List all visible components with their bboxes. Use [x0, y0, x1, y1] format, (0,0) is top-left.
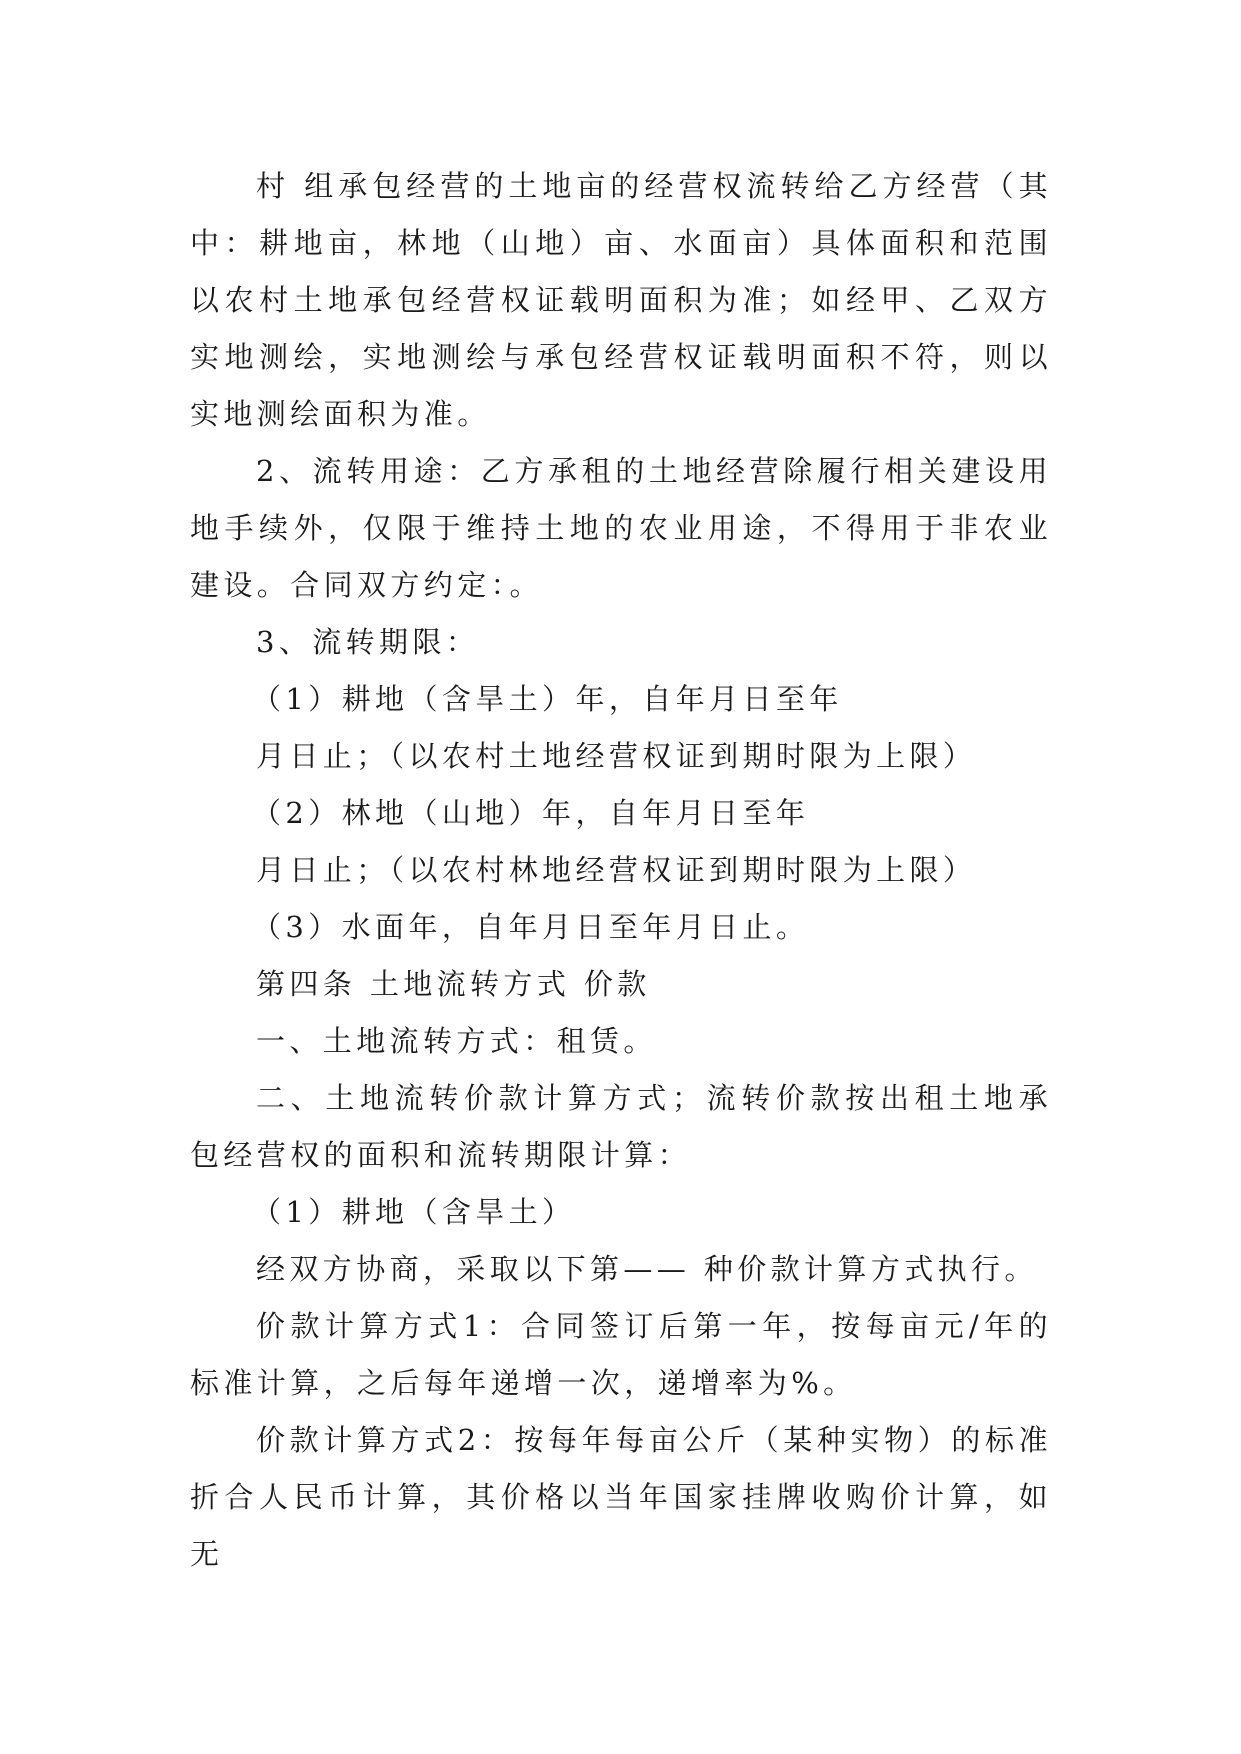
paragraph-term-forest: （2）林地（山地）年，自年月日至年 [252, 796, 810, 830]
paragraph-land-area: 村 组承包经营的土地亩的经营权流转给乙方经营（其中：耕地亩，林地（山地）亩、水面亩）具体面积和范围以农村土地承包经营权证载明面积为准；如经甲、乙双方实地测绘，实地测绘与承包经营权证载明面积不符，则以实地测绘面积为准。 [190, 169, 1052, 431]
paragraph-price-farmland: （1）耕地（含旱土） [252, 1195, 576, 1229]
paragraph-price-method-1: 价款计算方式1：合同签订后第一年，按每亩元/年的标准计算，之后每年递增一次，递增率为%。 [190, 1309, 1052, 1400]
paragraph-negotiation: 经双方协商，采取以下第—— 种价款计算方式执行。 [256, 1252, 1038, 1286]
paragraph-term-farmland-end: 月日止；（以农村土地经营权证到期时限为上限） [256, 739, 977, 773]
paragraph-term-farmland: （1）耕地（含旱土）年，自年月日至年 [252, 682, 843, 716]
paragraph-transfer-method: 一、土地流转方式：租赁。 [256, 1024, 657, 1058]
article-four-heading: 第四条 土地流转方式 价款 [256, 967, 651, 1001]
paragraph-term-water: （3）水面年，自年月日至年月日止。 [252, 910, 810, 944]
paragraph-price-method-2: 价款计算方式2：按每年每亩公斤（某种实物）的标准折合人民币计算，其价格以当年国家挂牌收购价计算，如无 [190, 1423, 1052, 1571]
paragraph-transfer-purpose: 2、流转用途：乙方承租的土地经营除履行相关建设用地手续外，仅限于维持土地的农业用途，不得用于非农业建设。合同双方约定：。 [190, 454, 1052, 602]
paragraph-term-forest-end: 月日止；（以农村林地经营权证到期时限为上限） [256, 853, 977, 887]
document-body [190, 158, 1052, 1583]
paragraph-price-calculation: 二、土地流转价款计算方式；流转价款按出租土地承包经营权的面积和流转期限计算： [190, 1081, 1052, 1172]
paragraph-transfer-term-heading: 3、流转期限： [256, 625, 480, 659]
